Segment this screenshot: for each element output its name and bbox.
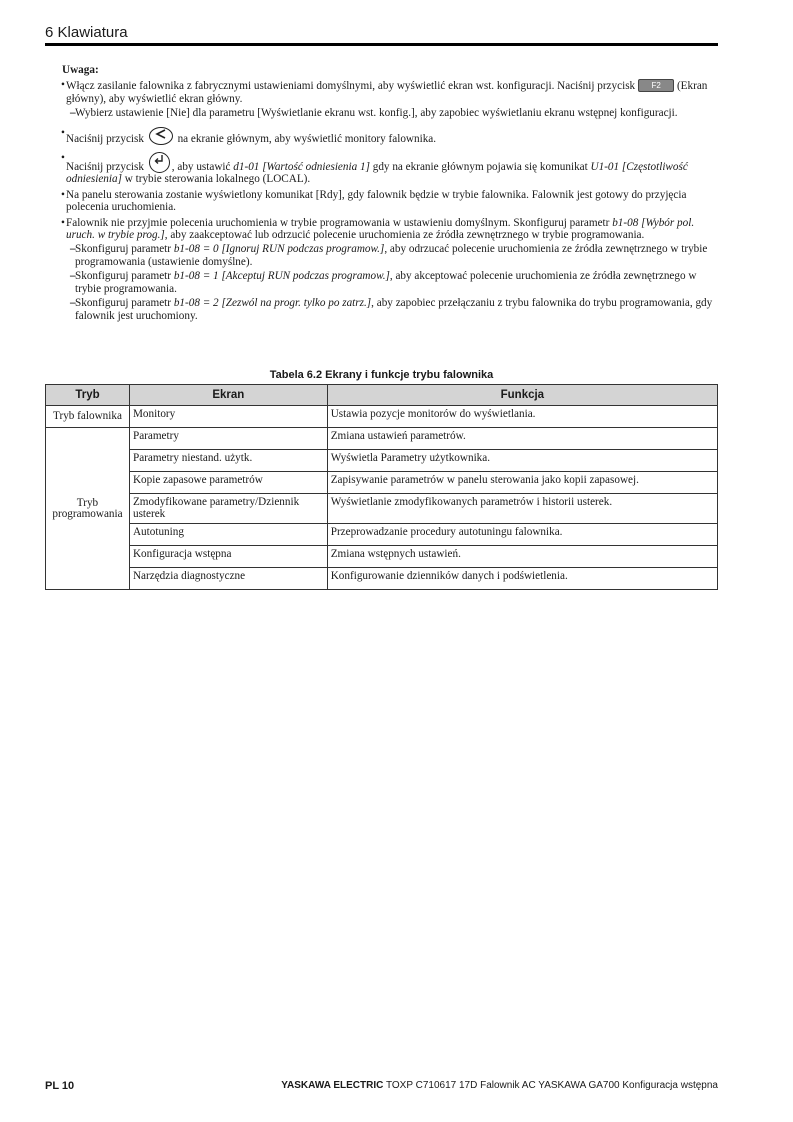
note-sub-4-post: , aby zapobiec przełączaniu z trybu falownika do trybu programowania, gdy falownik jest uruchomiony. [75, 297, 713, 322]
monitor-u1-01: U1-01 [Częstotliwość odniesienia] [66, 161, 688, 186]
note-bullet-1: • Włącz zasilanie falownika z fabrycznymi ustawieniami domyślnymi, aby wyświetlić ekran wst. konfiguracji. Naciśnij przycisk F2 (Ekran główny), aby wyświetlić ekran główny. – Wybierz ustawienie [Nie] dla parametru [Wyświetlanie ekranu wst. konfig.], aby zapobiec wyświetlaniu ekranu wstępnej konfiguracji. [62, 79, 717, 119]
header-screen: Ekran [129, 385, 327, 406]
note-bullet-4: • Na panelu sterowania zostanie wyświetlony komunikat [Rdy], gdy falownik będzie w trybie falownika. Falownik jest gotowy do przyjęcia polecenia uruchomienia. [61, 188, 687, 214]
header-divider [45, 43, 718, 46]
note-sub-1: – Wybierz ustawienie [Nie] dla parametru [Wyświetlanie ekranu wst. konfig.], aby zapobiec wyświetlaniu ekranu wstępnej konfiguracji. [70, 107, 678, 120]
note-sub-4-pre: Skonfiguruj parametr [75, 297, 172, 310]
note-bullet-5-post: , aby zaakceptować lub odrzucić polecenie uruchomienia ze źródła zewnętrznego w trybie programowania. [164, 229, 645, 242]
modes-table [45, 384, 718, 590]
note-bullet-3-pre: Naciśnij przycisk [66, 161, 144, 174]
function-cell: Ustawia pozycje monitorów do wyświetlania. [327, 406, 717, 428]
screen-cell: Narzędzia diagnostyczne [129, 568, 327, 590]
note-sub-2: – Skonfiguruj parametr b1-08 = 0 [Ignoruj RUN podczas programow.], aby odrzucać polecenie uruchomienia ze źródła zewnętrznego w trybie programowania (ustawienie domyślne). [70, 243, 708, 268]
mode-cell-programming: Tryb programowania [46, 428, 130, 590]
note-bullet-2-pre: Naciśnij przycisk [66, 132, 144, 145]
table-row [46, 524, 718, 546]
param-b1-08-2: b1-08 = 2 [Zezwól na progr. tylko po zatrz.] [173, 297, 372, 310]
header-function: Funkcja [327, 385, 717, 406]
function-cell: Wyświetla Parametry użytkownika. [327, 450, 717, 472]
note-bullet-2-post: na ekranie głównym, aby wyświetlić monitory falownika. [177, 132, 437, 145]
screen-cell: Zmodyfikowane parametry/Dziennik usterek [129, 494, 327, 524]
param-b1-08: b1-08 [Wybór pol. uruch. w trybie prog.] [66, 216, 695, 242]
param-b1-08-0: b1-08 = 0 [Ignoruj RUN podczas programow.] [173, 243, 385, 256]
note-sub-1-text: Wybierz ustawienie [Nie] dla parametru [Wyświetlanie ekranu wst. konfig.], aby zapobiec wyświetlaniu ekranu wstępnej konfiguracji. [75, 107, 678, 120]
note-title: Uwaga: [62, 64, 99, 76]
page-header: 6 Klawiatura [45, 24, 128, 41]
note-bullet-2: • Naciśnij przycisk na ekranie głównym, aby wyświetlić monitory falownika. [61, 126, 437, 145]
footer-doc-info [281, 1080, 718, 1091]
table-row [46, 568, 718, 590]
note-sub-2-post: , aby odrzucać polecenie uruchomienia ze źródła zewnętrznego w trybie programowania (ustawienie domyślne). [75, 243, 708, 268]
header-mode: Tryb [46, 385, 130, 406]
note-sub-3-pre: Skonfiguruj parametr [75, 270, 172, 283]
note-bullet-5-pre: Falownik nie przyjmie polecenia uruchomienia w trybie programowania w ustawieniu domyślnym. Skonfiguruj parametr [66, 216, 610, 229]
left-arrow-key-icon [149, 127, 173, 145]
footer-brand: YASKAWA ELECTRIC [281, 1080, 384, 1091]
screen-cell: Autotuning [129, 524, 327, 546]
param-d1-01: d1-01 [Wartość odniesienia 1] [233, 161, 370, 174]
table-row [46, 428, 718, 450]
f2-key-icon: F2 [638, 79, 674, 92]
function-cell: Przeprowadzanie procedury autotuningu falownika. [327, 524, 717, 546]
function-cell: Zapisywanie parametrów w panelu sterowania jako kopii zapasowej. [327, 472, 717, 494]
screen-cell: Kopie zapasowe parametrów [129, 472, 327, 494]
table-header-row [46, 385, 718, 406]
note-bullet-3-post: w trybie sterowania lokalnego (LOCAL). [124, 173, 311, 186]
table-row [46, 546, 718, 568]
note-sub-3: – Skonfiguruj parametr b1-08 = 1 [Akceptuj RUN podczas programow.], aby akceptować polecenie uruchomienia ze źródła zewnętrznego w trybie programowania. [70, 270, 697, 295]
note-bullet-3-mid2: gdy na ekranie głównym pojawia się komunikat [372, 161, 588, 174]
screen-cell: Monitory [129, 406, 327, 428]
table-row [46, 450, 718, 472]
function-cell: Konfigurowanie dzienników danych i podświetlenia. [327, 568, 717, 590]
screen-cell: Parametry niestand. użytk. [129, 450, 327, 472]
note-block [62, 64, 717, 322]
note-sub-2-pre: Skonfiguruj parametr [75, 243, 172, 256]
table-title: Tabela 6.2 Ekrany i funkcje trybu falownika [269, 369, 494, 381]
note-bullet-3-mid: , aby ustawić [171, 161, 231, 174]
note-bullet-1-text: Włącz zasilanie falownika z fabrycznymi ustawieniami domyślnymi, aby wyświetlić ekran wst. konfiguracji. Naciśnij przycisk [66, 80, 636, 93]
note-bullet-5: • Falownik nie przyjmie polecenia uruchomienia w trybie programowania w ustawieniu domyślnym. Skonfiguruj parametr b1-08 [Wybór pol. uruch. w trybie prog.], aby zaakceptować lub odrzucić polecenie uruchomienia ze źródła zewnętrznego w trybie programowania. – Skonfiguruj parametr b1-08 = 0 [Ignoruj RUN podczas programow.], aby odrzucać polecenie uruchomienia ze źródła zewnętrznego w trybie programowania (ustawienie domyślne). – Skonfiguruj parametr b1-08 = 1 [Akceptuj RUN podczas programow.], aby akceptować polecenie uruchomienia ze źródła zewnętrznego w trybie programowania. – Skonfiguruj parametr b1-08 = 2 [Zezwól na progr. tylko po zatrz.], aby zapobiec przełączaniu z trybu falownika do trybu programowania, gdy falownik jest uruchomiony. [62, 217, 717, 322]
function-cell: Zmiana wstępnych ustawień. [327, 546, 717, 568]
mode-cell-drive: Tryb falownika [46, 406, 130, 428]
note-bullet-3: • Naciśnij przycisk , aby ustawić d1-01 [Wartość odniesienia 1] gdy na ekranie głównym pojawia się komunikat U1-01 [Częstotliwość odniesienia] w trybie sterowania lokalnego (LOCAL). [61, 152, 688, 186]
function-cell: Wyświetlanie zmodyfikowanych parametrów i historii usterek. [327, 494, 717, 524]
note-bullet-4-text: Na panelu sterowania zostanie wyświetlony komunikat [Rdy], gdy falownik będzie w trybie falownika. Falownik jest gotowy do przyjęcia polecenia uruchomienia. [66, 188, 687, 214]
footer-doc: TOXP C710617 17D Falownik AC YASKAWA GA700 Konfiguracja wstępna [385, 1080, 718, 1091]
param-b1-08-1: b1-08 = 1 [Akceptuj RUN podczas programow.] [173, 270, 390, 283]
table-row [46, 494, 718, 524]
note-sub-3-post: , aby akceptować polecenie uruchomienia ze źródła zewnętrznego w trybie programowania. [75, 270, 697, 295]
enter-key-icon [149, 152, 170, 173]
function-cell: Zmiana ustawień parametrów. [327, 428, 717, 450]
page-number: PL 10 [45, 1080, 75, 1092]
table-row [46, 406, 718, 428]
table-row [46, 472, 718, 494]
note-bullet-1-text2: (Ekran główny), aby wyświetlić ekran główny. [66, 80, 708, 105]
screen-cell: Konfiguracja wstępna [129, 546, 327, 568]
screen-cell: Parametry [129, 428, 327, 450]
note-sub-4: – Skonfiguruj parametr b1-08 = 2 [Zezwól na progr. tylko po zatrz.], aby zapobiec przełączaniu z trybu falownika do trybu programowania, gdy falownik jest uruchomiony. [70, 297, 713, 322]
